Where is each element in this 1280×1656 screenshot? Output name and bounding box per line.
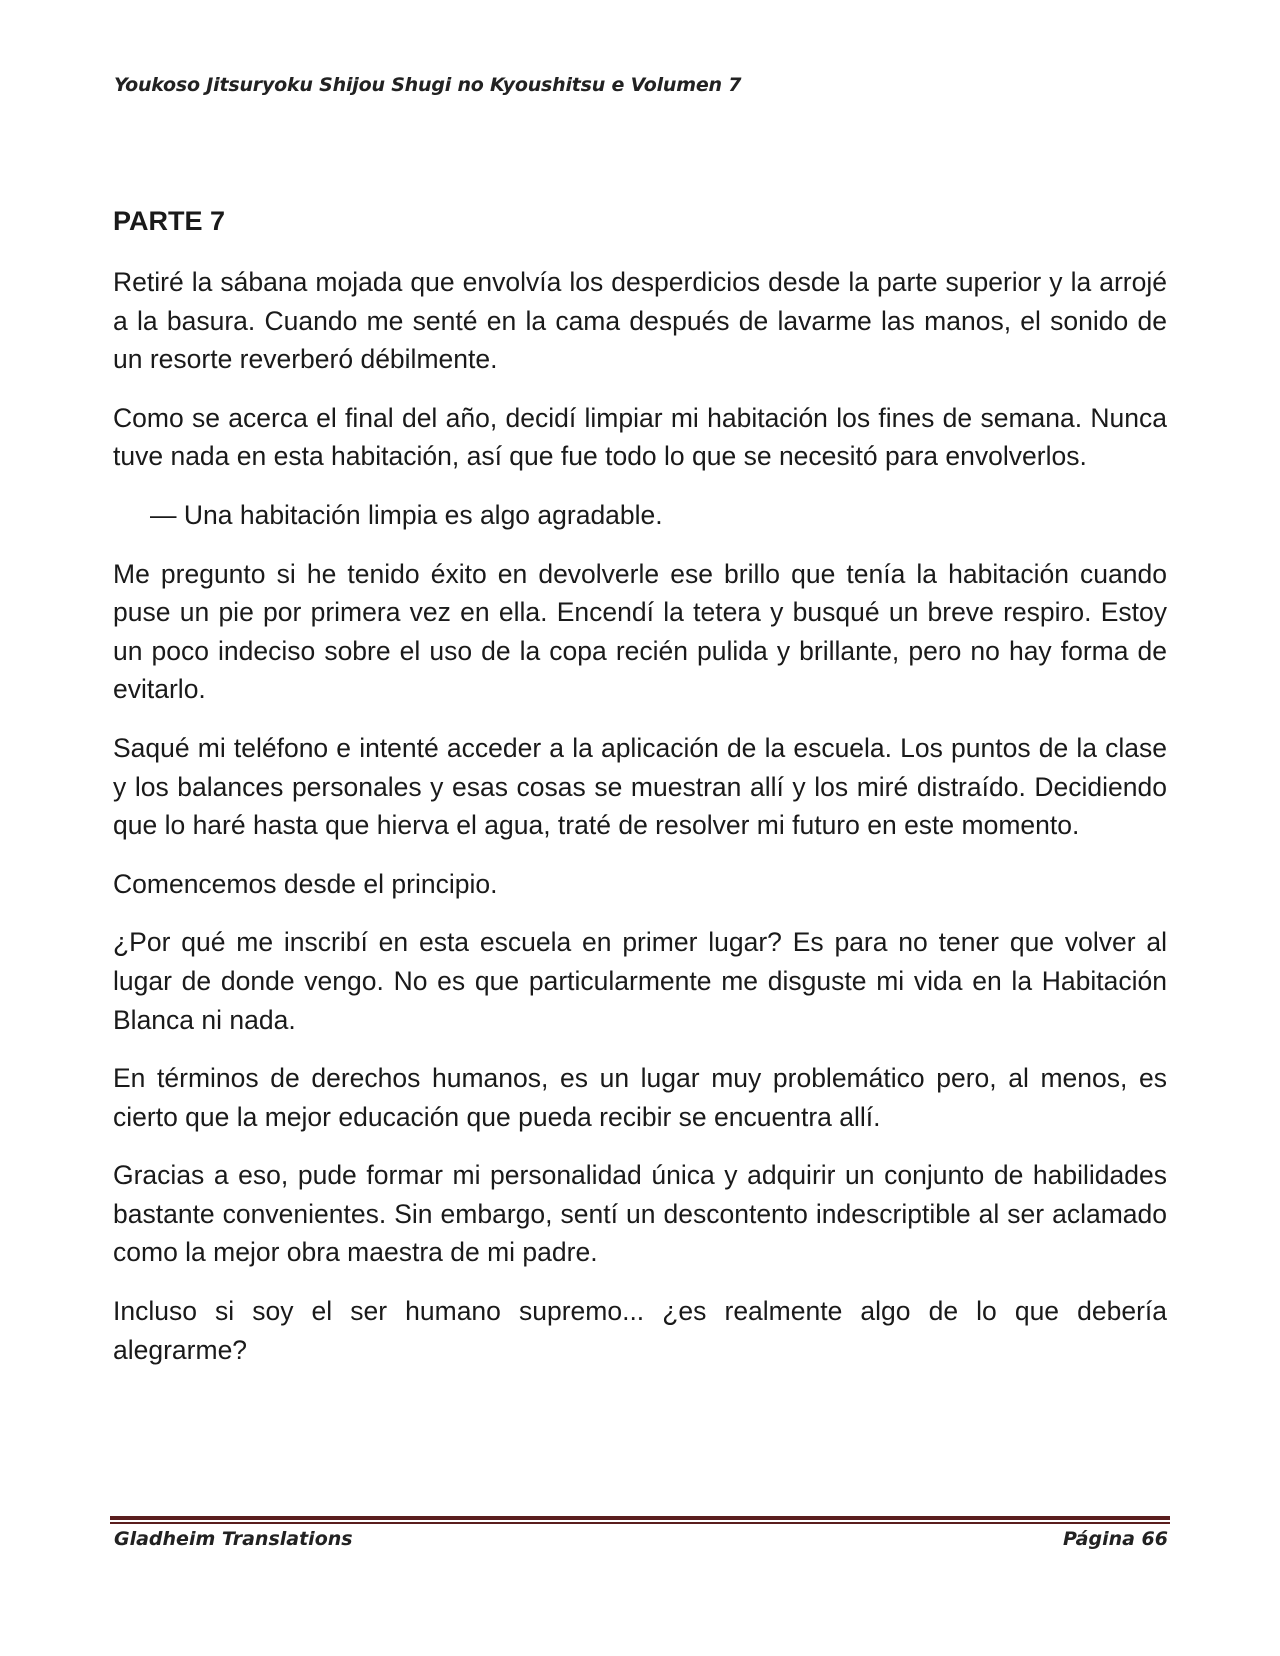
paragraph: Incluso si soy el ser humano supremo... ¿es realmente algo de lo que debería alegrarme? xyxy=(113,1296,1167,1365)
paragraph: Me pregunto si he tenido éxito en devolverle ese brillo que tenía la habitación cuando puse un pie por primera vez en ella. Encendí la tetera y busqué un breve respiro. Estoy un poco indeciso sobre el uso de la copa recién pulida y brillante, pero no hay forma de evitarlo. xyxy=(113,558,1167,705)
footer-divider-thin xyxy=(110,1522,1170,1524)
page-footer xyxy=(114,1528,1168,1550)
paragraph: Saqué mi teléfono e intenté acceder a la aplicación de la escuela. Los puntos de la clase y los balances personales y esas cosas se muestran allí y los miré distraído. Decidiendo que lo haré hasta que hierva el agua, traté de resolver mi futuro en este momento. xyxy=(113,732,1167,841)
paragraph: Como se acerca el final del año, decidí limpiar mi habitación los fines de semana. Nunca tuve nada en esta habitación, así que fue todo lo que se necesitó para envolverlos. xyxy=(113,402,1167,472)
paragraph: ¿Por qué me inscribí en esta escuela en primer lugar? Es para no tener que volver al lugar de donde vengo. No es que particularmente me disguste mi vida en la Habitación Blanca ni nada. xyxy=(113,927,1167,1035)
running-header: Youkoso Jitsuryoku Shijou Shugi no Kyoushitsu e Volumen 7 xyxy=(114,74,742,96)
footer-publisher: Gladheim Translations xyxy=(114,1528,353,1550)
footer-page-number: Página 66 xyxy=(1062,1528,1168,1550)
paragraph: Comencemos desde el principio. xyxy=(113,868,498,899)
section-title: PARTE 7 xyxy=(113,206,226,236)
paragraph: Retiré la sábana mojada que envolvía los desperdicios desde la parte superior y la arrojé a la basura. Cuando me senté en la cama después de lavarme las manos, el sonido de un resorte reverberó débilmente. xyxy=(113,267,1167,375)
dialogue-line: — Una habitación limpia es algo agradable. xyxy=(150,499,663,530)
footer-divider-thick xyxy=(110,1516,1170,1520)
footer-divider xyxy=(110,1516,1170,1524)
page-body xyxy=(113,205,1167,1389)
paragraph: Gracias a eso, pude formar mi personalidad única y adquirir un conjunto de habilidades bastante convenientes. Sin embargo, sentí un descontento indescriptible al ser aclamado como la mejor obra maestra de mi padre. xyxy=(113,1160,1167,1268)
paragraph: En términos de derechos humanos, es un lugar muy problemático pero, al menos, es cierto que la mejor educación que pueda recibir se encuentra allí. xyxy=(113,1063,1167,1132)
